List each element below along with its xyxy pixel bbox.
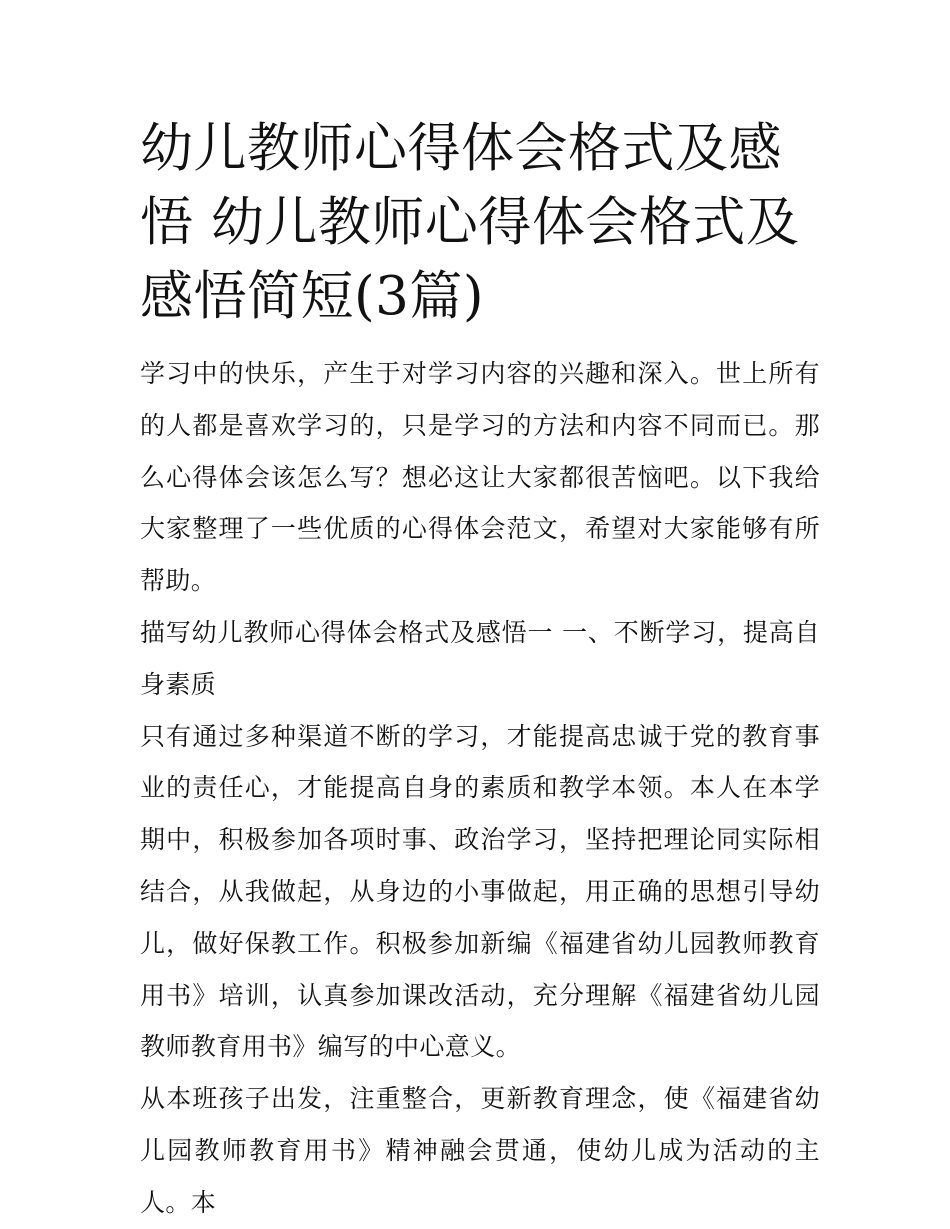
- document-content: [140, 112, 820, 1229]
- intro-paragraph: 学习中的快乐，产生于对学习内容的兴趣和深入。世上所有的人都是喜欢学习的，只是学习的方法和内容不同而已。那么心得体会该怎么写？想必这让大家都很苦恼吧。以下我给大家整理了一些优质的心得体会范文，希望对大家能够有所帮助。: [140, 359, 820, 596]
- body-paragraph-continued: 从本班孩子出发，注重整合，更新教育理念，使《福建省幼儿园教师教育用书》精神融会贯通，使幼儿成为活动的主人。本: [140, 1084, 820, 1217]
- body-paragraph: 只有通过多种渠道不断的学习，才能提高忠诚于党的教育事业的责任心，才能提高自身的素质和教学本领。本人在本学期中，积极参加各项时事、政治学习，坚持把理论同实际相结合，从我做起，从身边的小事做起，用正确的思想引导幼儿，做好保教工作。积极参加新编《福建省幼儿园教师教育用书》培训，认真参加课改活动，充分理解《福建省幼儿园教师教育用书》编写的中心意义。: [140, 721, 820, 1062]
- document-title: 幼儿教师心得体会格式及感悟 幼儿教师心得体会格式及感悟简短(3篇): [140, 118, 800, 327]
- document-body: [140, 348, 820, 1229]
- section-heading-paragraph: 描写幼儿教师心得体会格式及感悟一 一、不断学习，提高自身素质: [140, 617, 820, 699]
